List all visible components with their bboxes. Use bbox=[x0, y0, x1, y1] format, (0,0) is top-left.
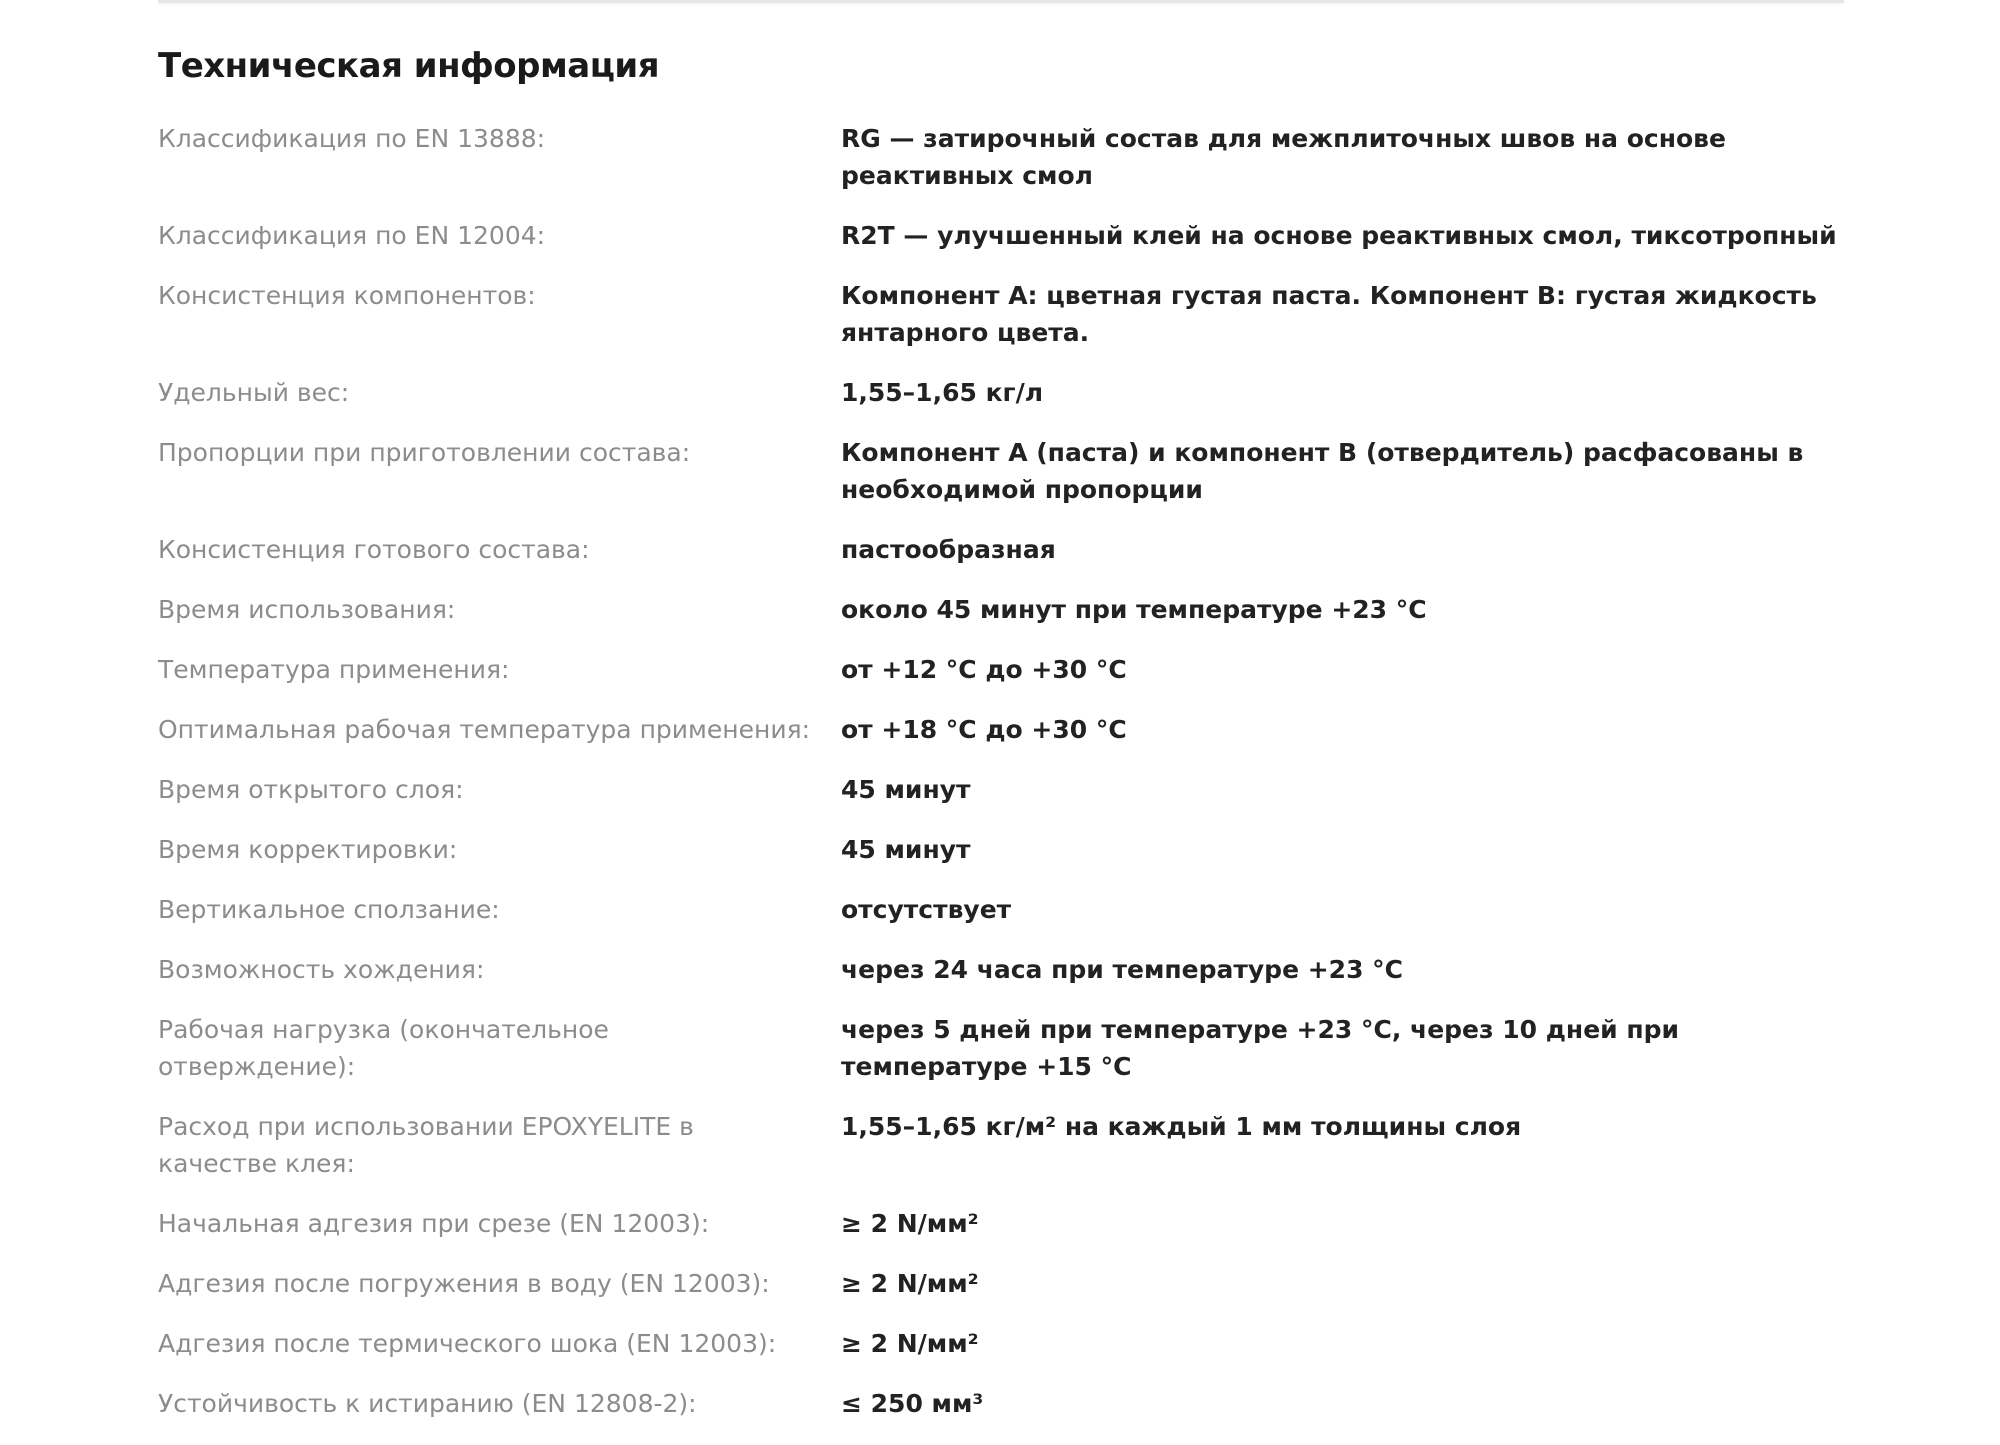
spec-row bbox=[158, 651, 1848, 688]
spec-value: 45 минут bbox=[841, 775, 971, 804]
spec-value: через 24 часа при температуре +23 °C bbox=[841, 955, 1404, 984]
spec-row bbox=[158, 1108, 1848, 1182]
spec-label: Классификация по EN 12004: bbox=[158, 221, 546, 250]
spec-value: Компонент А (паста) и компонент В (отвердитель) расфасованы в необходимой пропорции bbox=[841, 438, 1804, 504]
spec-value: R2T — улучшенный клей на основе реактивных смол, тиксотропный bbox=[841, 221, 1837, 250]
spec-label: Консистенция готового состава: bbox=[158, 535, 590, 564]
spec-row bbox=[158, 1205, 1848, 1242]
spec-label: Адгезия после термического шока (EN 12003): bbox=[158, 1329, 777, 1358]
spec-value: ≥ 2 N/мм² bbox=[841, 1329, 979, 1358]
spec-value: ≥ 2 N/мм² bbox=[841, 1269, 979, 1298]
spec-row bbox=[158, 277, 1848, 351]
spec-value: 1,55–1,65 кг/м² на каждый 1 мм толщины слоя bbox=[841, 1112, 1522, 1141]
spec-label: Расход при использовании EPOXYELITE в качестве клея: bbox=[158, 1112, 694, 1178]
spec-row bbox=[158, 711, 1848, 748]
spec-row bbox=[158, 591, 1848, 628]
spec-row bbox=[158, 1325, 1848, 1362]
spec-row bbox=[158, 831, 1848, 868]
spec-label: Устойчивость к истиранию (EN 12808-2): bbox=[158, 1389, 697, 1418]
spec-label: Оптимальная рабочая температура применения: bbox=[158, 715, 811, 744]
spec-label: Пропорции при приготовлении состава: bbox=[158, 438, 691, 467]
spec-label: Время открытого слоя: bbox=[158, 775, 464, 804]
spec-row bbox=[158, 1011, 1848, 1085]
spec-value: ≤ 250 мм³ bbox=[841, 1389, 984, 1418]
spec-label: Время использования: bbox=[158, 595, 456, 624]
spec-value: пастообразная bbox=[841, 535, 1056, 564]
spec-label: Консистенция компонентов: bbox=[158, 281, 536, 310]
section-divider bbox=[158, 0, 1844, 3]
spec-row bbox=[158, 531, 1848, 568]
spec-row bbox=[158, 951, 1848, 988]
spec-label: Вертикальное сползание: bbox=[158, 895, 500, 924]
spec-row bbox=[158, 217, 1848, 254]
spec-row bbox=[158, 1265, 1848, 1302]
spec-value: 45 минут bbox=[841, 835, 971, 864]
spec-label: Начальная адгезия при срезе (EN 12003): bbox=[158, 1209, 710, 1238]
spec-label: Адгезия после погружения в воду (EN 12003): bbox=[158, 1269, 770, 1298]
spec-label: Температура применения: bbox=[158, 655, 510, 684]
spec-value: 1,55–1,65 кг/л bbox=[841, 378, 1044, 407]
spec-value: ≥ 2 N/мм² bbox=[841, 1209, 979, 1238]
spec-table bbox=[158, 120, 1848, 1445]
spec-label: Удельный вес: bbox=[158, 378, 350, 407]
spec-value: от +12 °C до +30 °C bbox=[841, 655, 1127, 684]
spec-label: Время корректировки: bbox=[158, 835, 458, 864]
spec-row bbox=[158, 374, 1848, 411]
spec-row bbox=[158, 434, 1848, 508]
spec-value: через 5 дней при температуре +23 °C, через 10 дней при температуре +15 °C bbox=[841, 1015, 1680, 1081]
spec-value: от +18 °C до +30 °C bbox=[841, 715, 1127, 744]
spec-value: около 45 минут при температуре +23 °C bbox=[841, 595, 1427, 624]
spec-row bbox=[158, 771, 1848, 808]
spec-value: RG — затирочный состав для межплиточных швов на основе реактивных смол bbox=[841, 124, 1726, 190]
spec-label: Возможность хождения: bbox=[158, 955, 485, 984]
spec-label: Рабочая нагрузка (окончательное отверждение): bbox=[158, 1015, 609, 1081]
spec-value: отсутствует bbox=[841, 895, 1012, 924]
spec-row bbox=[158, 1385, 1848, 1422]
spec-label: Классификация по EN 13888: bbox=[158, 124, 546, 153]
spec-row bbox=[158, 891, 1848, 928]
spec-row bbox=[158, 120, 1848, 194]
section-title: Техническая информация bbox=[158, 46, 660, 86]
spec-value: Компонент А: цветная густая паста. Компонент В: густая жидкость янтарного цвета. bbox=[841, 281, 1817, 347]
